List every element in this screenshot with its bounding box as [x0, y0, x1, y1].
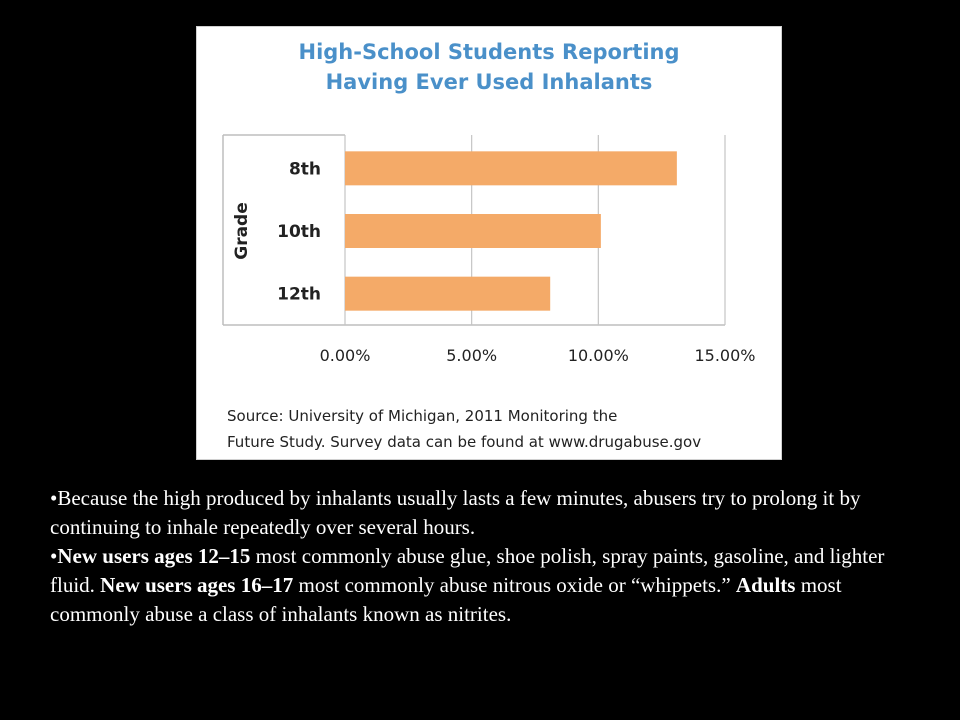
chart-title-line-2: Having Ever Used Inhalants — [325, 70, 653, 94]
source-line-2: Future Study. Survey data can be found at www.drugabuse.gov — [227, 433, 702, 451]
category-label-10th: 10th — [277, 222, 321, 242]
bullet-list — [50, 484, 920, 629]
chart-panel — [196, 26, 782, 460]
bar-8th — [345, 151, 677, 185]
x-tick-label-0: 0.00% — [319, 346, 371, 365]
bullet-2-segment-1: • — [50, 544, 58, 568]
bullet-2-segment-4: New users ages 16–17 — [100, 573, 294, 597]
x-tick-label-1: 5.00% — [446, 346, 498, 365]
x-tick-label-3: 15.00% — [694, 346, 756, 365]
bullet-2-segment-6: Adults — [735, 573, 796, 597]
bar-10th — [345, 214, 601, 248]
category-label-8th: 8th — [288, 159, 321, 180]
y-axis-title: Grade — [232, 202, 252, 260]
bullet-item-1 — [50, 484, 920, 542]
source-line-1: Source: University of Michigan, 2011 Monitoring the — [227, 407, 618, 425]
bullet-item-2 — [50, 542, 920, 629]
bullet-2-segment-2: New users ages 12–15 — [57, 544, 251, 568]
bullet-1-segment-1: •Because the high produced by inhalants usually lasts a few minutes, abusers try to prolong it by continuing to inhale repeatedly over several hours. — [50, 486, 861, 539]
chart-title-line-1: High-School Students Reporting — [298, 40, 680, 64]
bar-12th — [345, 277, 550, 311]
chart-svg — [197, 27, 781, 459]
x-tick-label-2: 10.00% — [567, 346, 629, 365]
bullet-2-segment-3: most commonly abuse glue, shoe polish, spray paints, gasoline, and lighter fluid. — [50, 544, 885, 597]
category-label-12th: 12th — [277, 284, 321, 305]
bullet-2-segment-7: most commonly abuse a class of inhalants known as nitrites. — [50, 573, 842, 626]
bullet-2-segment-5: most commonly abuse nitrous oxide or “whippets.” — [293, 573, 736, 597]
